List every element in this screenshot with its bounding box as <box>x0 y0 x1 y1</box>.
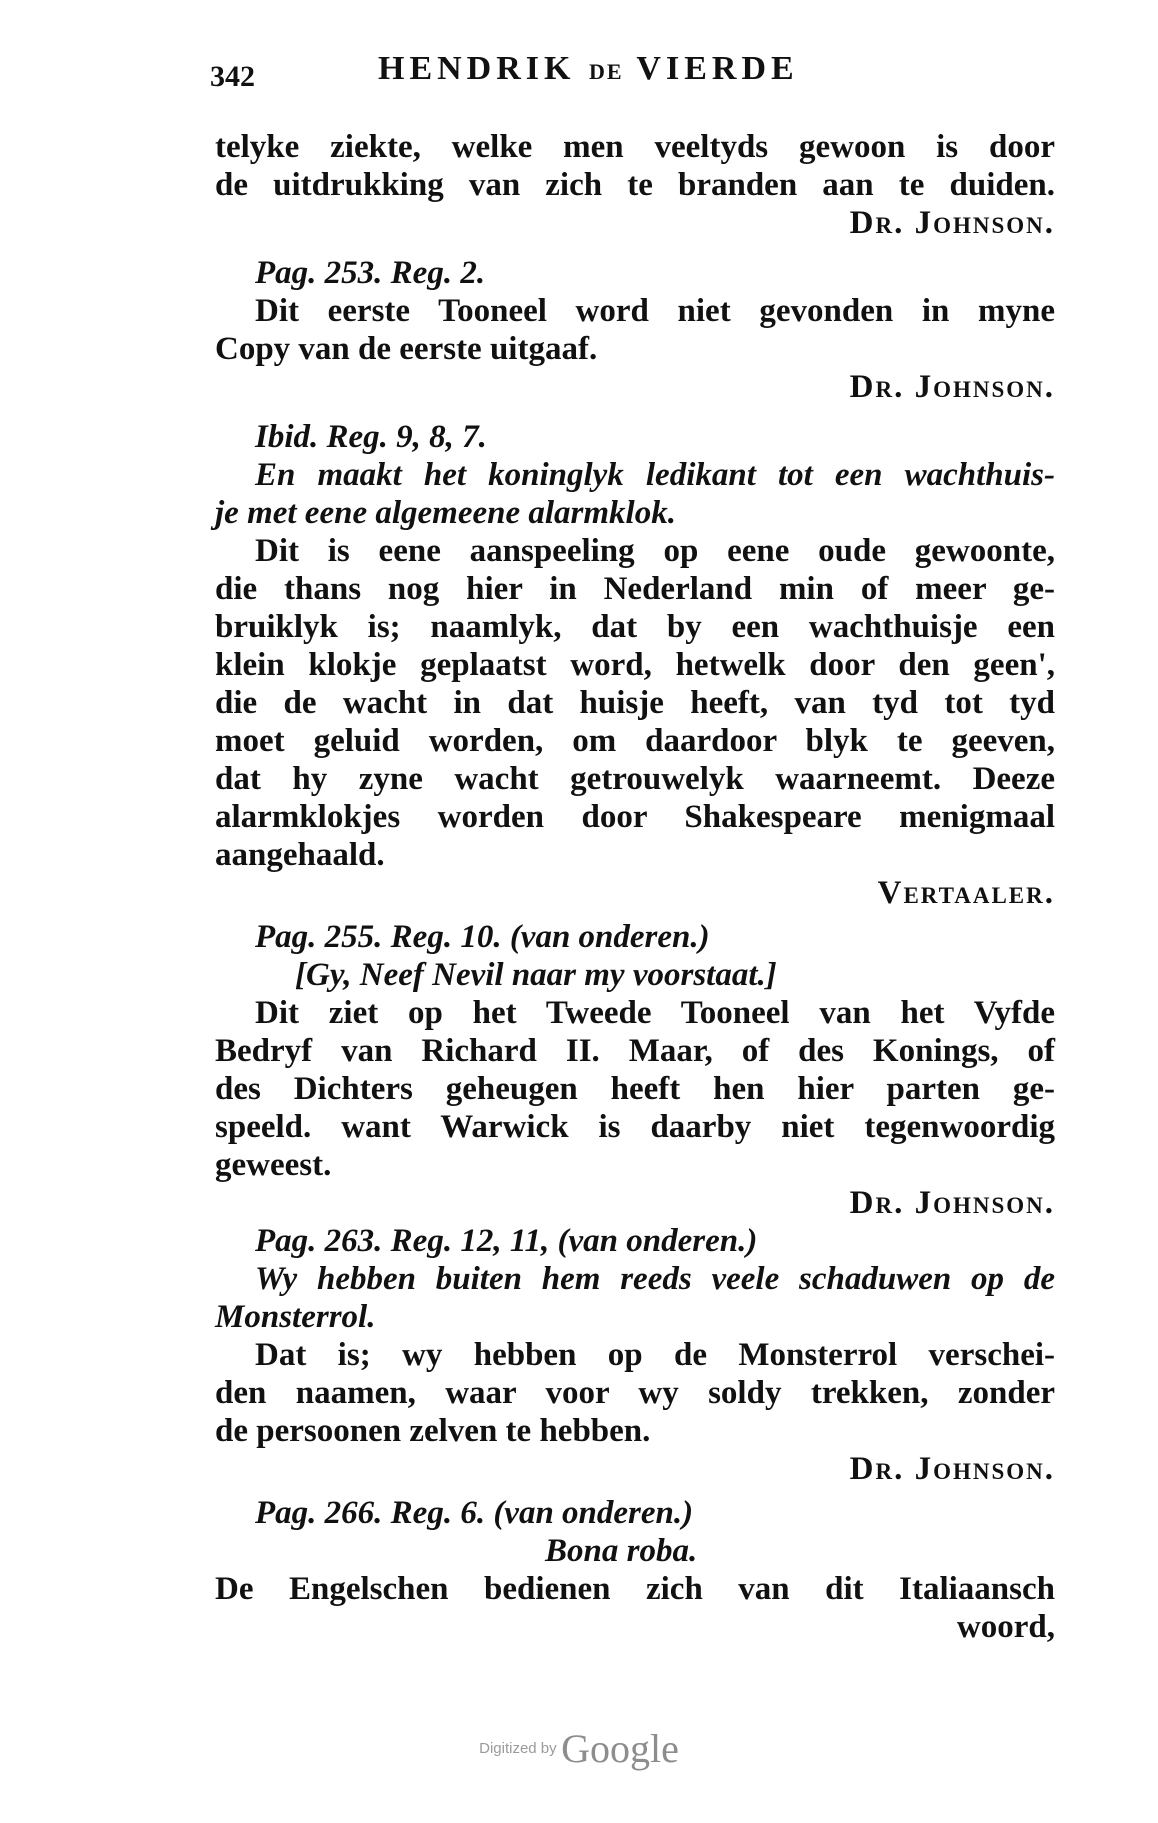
text-line: Bedryf van Richard II. Maar, of des Konings, of <box>215 1033 1055 1069</box>
text-line: geweest. <box>215 1147 332 1183</box>
page-number: 342 <box>210 60 255 93</box>
text-line: des Dichters geheugen heeft hen hier parten ge- <box>215 1071 1055 1107</box>
quoted-line: Monsterrol. <box>215 1299 376 1335</box>
note-reference: Ibid. Reg. 9, 8, 7. <box>255 419 487 455</box>
running-header <box>210 50 1070 100</box>
text-line: die de wacht in dat huisje heeft, van tyd tot tyd <box>215 685 1055 721</box>
digitized-watermark <box>0 1725 1158 1772</box>
text-line: Dit eerste Tooneel word niet gevonden in myne <box>255 293 1055 329</box>
note-reference: Pag. 253. Reg. 2. <box>255 255 486 291</box>
quoted-line: je met eene algemeene alarmklok. <box>215 495 676 531</box>
note-reference: Pag. 266. Reg. 6. (van onderen.) <box>255 1495 694 1531</box>
text-line: telyke ziekte, welke men veeltyds gewoon is door <box>215 129 1055 165</box>
text-line: aangehaald. <box>215 837 385 873</box>
quoted-line: [Gy, Neef Nevil naar my voorstaat.] <box>295 957 777 993</box>
signature: Vertaaler. <box>877 875 1055 911</box>
text-line: Copy van de eerste uitgaaf. <box>215 331 598 367</box>
google-wordmark: Google <box>561 1726 679 1771</box>
running-title <box>378 50 799 88</box>
text-line: bruiklyk is; naamlyk, dat by een wachthuisje een <box>215 609 1055 645</box>
text-line: de uitdrukking van zich te branden aan te duiden. <box>215 167 1055 203</box>
digitized-by-text: Digitized by <box>479 1740 557 1757</box>
text-line: De Engelschen bedienen zich van dit Italiaansch <box>215 1571 1055 1607</box>
signature: Dr. Johnson. <box>849 369 1055 405</box>
signature: Dr. Johnson. <box>849 205 1055 241</box>
text-line: Dat is; wy hebben op de Monsterrol verschei- <box>255 1337 1055 1373</box>
text-line: die thans nog hier in Nederland min of meer ge- <box>215 571 1055 607</box>
text-line: alarmklokjes worden door Shakespeare menigmaal <box>215 799 1055 835</box>
text-line: den naamen, waar voor wy soldy trekken, zonder <box>215 1375 1055 1411</box>
note-reference: Pag. 255. Reg. 10. (van onderen.) <box>255 919 710 955</box>
title-word-2: DE <box>588 59 624 84</box>
page-body <box>215 128 1055 1646</box>
text-line: speeld. want Warwick is daarby niet tegenwoordig <box>215 1109 1055 1145</box>
note-reference: Pag. 263. Reg. 12, 11, (van onderen.) <box>255 1223 758 1259</box>
text-line: Dit ziet op het Tweede Tooneel van het Vyfde <box>255 995 1055 1031</box>
title-word-3: VIERDE <box>636 50 799 87</box>
text-line: moet geluid worden, om daardoor blyk te geeven, <box>215 723 1055 759</box>
quoted-line: Wy hebben buiten hem reeds veele schaduwen op de <box>255 1261 1055 1297</box>
catchword: woord, <box>956 1609 1055 1645</box>
signature: Dr. Johnson. <box>849 1185 1055 1221</box>
text-line: dat hy zyne wacht getrouwelyk waarneemt. Deeze <box>215 761 1055 797</box>
title-word-1: HENDRIK <box>378 50 576 87</box>
text-line: klein klokje geplaatst word, hetwelk door den geen', <box>215 647 1055 683</box>
quoted-line: En maakt het koninglyk ledikant tot een wachthuis- <box>255 457 1055 493</box>
text-line: Dit is eene aanspeeling op eene oude gewoonte, <box>255 533 1055 569</box>
quoted-line: Bona roba. <box>545 1533 698 1569</box>
text-line: de persoonen zelven te hebben. <box>215 1413 651 1449</box>
signature: Dr. Johnson. <box>849 1451 1055 1487</box>
